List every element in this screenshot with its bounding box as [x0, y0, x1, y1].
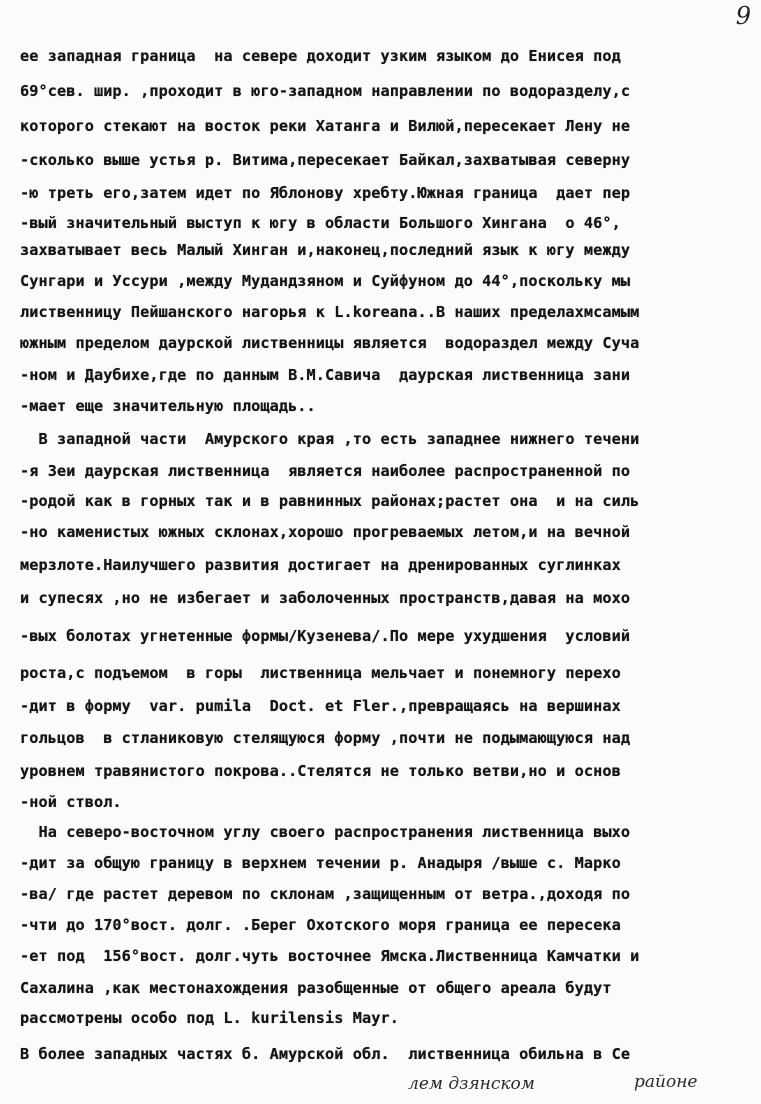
text-line: -но каменистых южных склонах,хорошо прогреваемых летом,и на вечной — [20, 523, 631, 541]
text-line: и супесях ,но не избегает и заболоченных пространств,давая на мохо — [20, 589, 631, 607]
text-line: которого стекают на восток реки Хатанга и Вилюй,пересекает Лену не — [20, 117, 631, 135]
text-line: -ной ствол. — [20, 793, 122, 811]
handwritten-note-right: районе — [634, 1072, 698, 1092]
text-line: -ва/ где растет деревом по склонам ,защищенным от ветра.,доходя по — [20, 885, 631, 903]
text-line: южным пределом даурской лиственницы является водораздел между Суча — [20, 334, 640, 352]
text-line: В западной части Амурского края ,то есть западнее нижнего течени — [20, 430, 640, 448]
text-line: На северо-восточном углу своего распространения лиственница выхо — [20, 823, 631, 841]
text-line: рассмотрены особо под L. kurilensis Mayr. — [20, 1009, 399, 1027]
text-line: мерзлоте.Наилучшего развития достигает на дренированных суглинках — [20, 556, 621, 574]
text-line: Сунгари и Уссури ,между Мудандзяном и Суйфуном до 44°,поскольку мы — [20, 272, 631, 290]
text-line: -родой как в горных так и в равнинных районах;растет она и на силь — [20, 492, 640, 510]
text-line: роста,с подъемом в горы лиственница мельчает и понемногу перехо — [20, 664, 621, 682]
text-line: -чти до 170°вост. долг. .Берег Охотского моря граница ее пересека — [20, 916, 621, 934]
text-line: -мает еще значительную площадь.. — [20, 397, 316, 415]
text-line: -ю треть его,затем идет по Яблонову хребту.Южная граница дает пер — [20, 184, 631, 202]
text-line: Сахалина ,как местонахождения разобщенные от общего ареала будут — [20, 979, 612, 997]
text-line: 69°сев. шир. ,проходит в юго-западном направлении по водоразделу,с — [20, 82, 631, 100]
text-line: -вый значительный выступ к югу в области Большого Хингана о 46°, — [20, 214, 621, 232]
text-line: -вых болотах угнетенные формы/Кузенева/.По мере ухудшения условий — [20, 627, 631, 645]
text-line: В более западных частях б. Амурской обл. лиственница обильна в Се — [20, 1045, 631, 1063]
text-line: -ет под 156°вост. долг.чуть восточнее Ямска.Лиственница Камчатки и — [20, 947, 640, 965]
text-line: -я Зеи даурская лиственница является наиболее распространенной по — [20, 462, 631, 480]
handwritten-note-left: лем дзянском — [408, 1074, 535, 1094]
text-line: гольцов в стланиковую стелящуюся форму ,почти не подымающуюся над — [20, 729, 631, 747]
text-line: -дит в форму var. pumila Doct. et Fler.,превращаясь на вершинах — [20, 697, 621, 715]
page-number: 9 — [735, 2, 751, 30]
text-line: -дит за общую границу в верхнем течении р. Анадыря /выше с. Марко — [20, 854, 621, 872]
text-line: захватывает весь Малый Хинган и,наконец,последний язык к югу между — [20, 241, 631, 259]
text-line: лиственницу Пейшанского нагорья к L.koreana..В наших пределахмсамым — [20, 303, 640, 321]
text-line: ее западная граница на севере доходит узким языком до Енисея под — [20, 47, 621, 65]
text-line: -ном и Даубихе,где по данным В.М.Савича даурская лиственница зани — [20, 366, 631, 384]
text-line: -сколько выше устья р. Витима,пересекает Байкал,захватывая северну — [20, 151, 631, 169]
text-line: уровнем травянистого покрова..Стелятся не только ветви,но и основ — [20, 762, 621, 780]
